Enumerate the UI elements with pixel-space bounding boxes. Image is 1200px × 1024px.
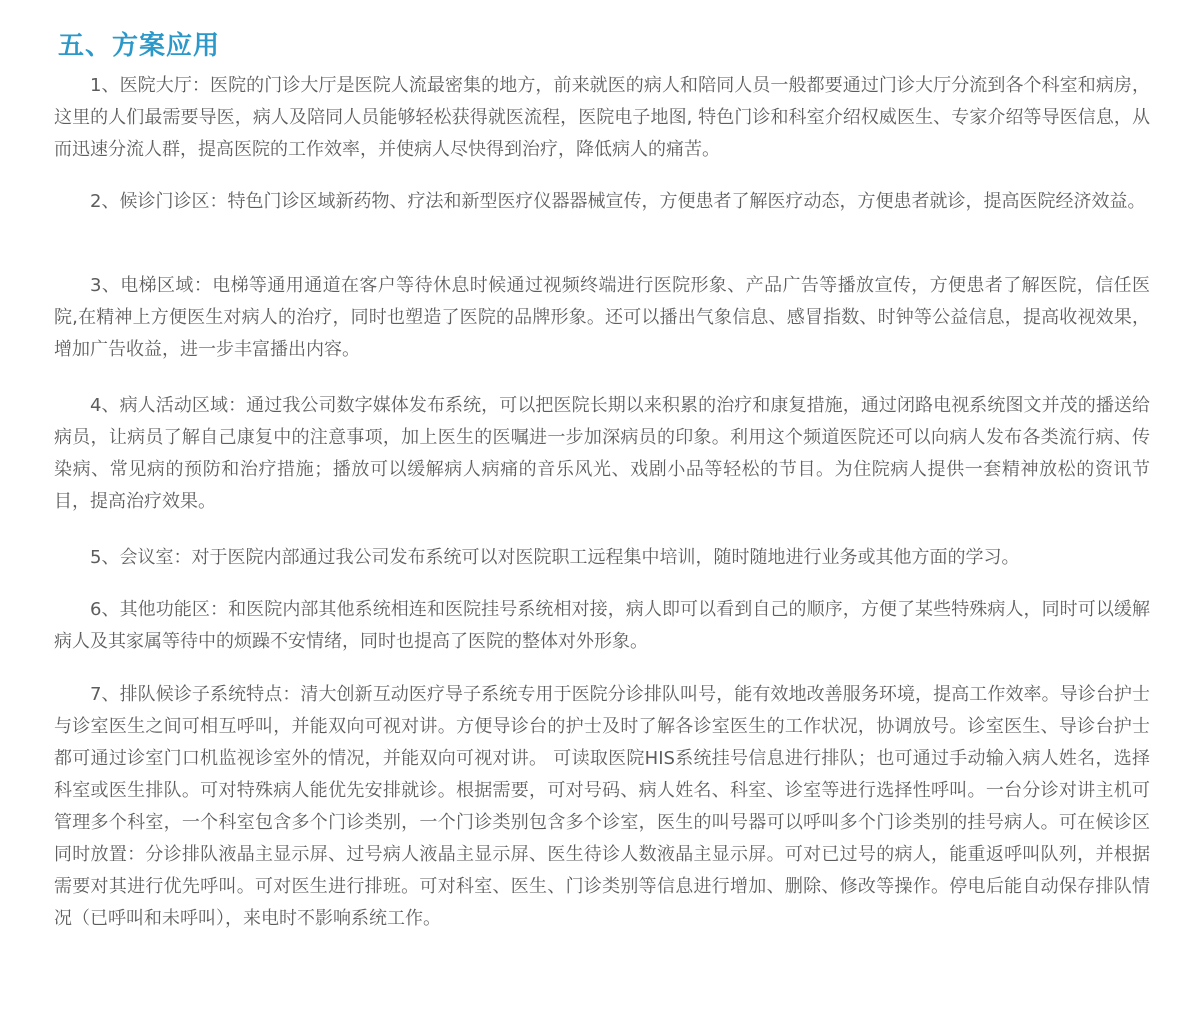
paragraph-queue-subsystem-features: 7、排队候诊子系统特点：清大创新互动医疗导子系统专用于医院分诊排队叫号，能有效地改善服务环境，提高工作效率。导诊台护士与诊室医生之间可相互呼叫，并能双向可视对讲。方便导诊台的护士及时了解各诊室医生的工作状况，协调放号。诊室医生、导诊台护士都可通过诊室门口机监视诊室外的情况，并能双向可视对讲。 可读取医院HIS系统挂号信息进行排队；也可通过手动输入病人姓名，选择科室或医生排队。可对特殊病人能优先安排就诊。根据需要，可对号码、病人姓名、科室、诊室等进行选择性呼叫。一台分诊对讲主机可管理多个科室，一个科室包含多个门诊类别，一个门诊类别包含多个诊室，医生的叫号器可以呼叫多个门诊类别的挂号病人。可在候诊区同时放置：分诊排队液晶主显示屏、过号病人液晶主显示屏、医生待诊人数液晶主显示屏。可对已过号的病人，能重返呼叫队列，并根据需要对其进行优先呼叫。可对医生进行排班。可对科室、医生、门诊类别等信息进行增加、删除、修改等操作。停电后能自动保存排队情况（已呼叫和未呼叫），来电时不影响系统工作。 <box>54 684 1150 929</box>
section-title: 五、方案应用 <box>58 30 221 61</box>
paragraph-other-function-area: 6、其他功能区：和医院内部其他系统相连和医院挂号系统相对接，病人即可以看到自己的顺序，方便了某些特殊病人，同时可以缓解病人及其家属等待中的烦躁不安情绪，同时也提高了医院的整体对外形象。 <box>54 599 1150 652</box>
paragraph-patient-activity-area: 4、病人活动区域：通过我公司数字媒体发布系统，可以把医院长期以来积累的治疗和康复措施，通过闭路电视系统图文并茂的播送给病员，让病员了解自己康复中的注意事项，加上医生的医嘱进一步加深病员的印象。利用这个频道医院还可以向病人发布各类流行病、传染病、常见病的预防和治疗措施；播放可以缓解病人病痛的音乐风光、戏剧小品等轻松的节目。为住院病人提供一套精神放松的资讯节目，提高治疗效果。 <box>54 395 1150 512</box>
paragraph-meeting-room: 5、会议室：对于医院内部通过我公司发布系统可以对医院职工远程集中培训，随时随地进行业务或其他方面的学习。 <box>90 547 1020 568</box>
paragraph-hospital-lobby: 1、医院大厅：医院的门诊大厅是医院人流最密集的地方，前来就医的病人和陪同人员一般都要通过门诊大厅分流到各个科室和病房，这里的人们最需要导医，病人及陪同人员能够轻松获得就医流程，医院电子地图, 特色门诊和科室介绍权威医生、专家介绍等导医信息，从而迅速分流人群，提高医院的工作效率，并使病人尽快得到治疗，降低病人的痛苦。 <box>54 75 1150 160</box>
paragraph-elevator-area: 3、电梯区域：电梯等通用通道在客户等待休息时候通过视频终端进行医院形象、产品广告等播放宣传，方便患者了解医院，信任医院,在精神上方便医生对病人的治疗，同时也塑造了医院的品牌形象。还可以播出气象信息、感冒指数、时钟等公益信息，提高收视效果，增加广告收益，进一步丰富播出内容。 <box>54 275 1150 360</box>
paragraph-waiting-clinic-area: 2、候诊门诊区：特色门诊区域新药物、疗法和新型医疗仪器器械宣传，方便患者了解医疗动态，方便患者就诊，提高医院经济效益。 <box>90 191 1146 212</box>
